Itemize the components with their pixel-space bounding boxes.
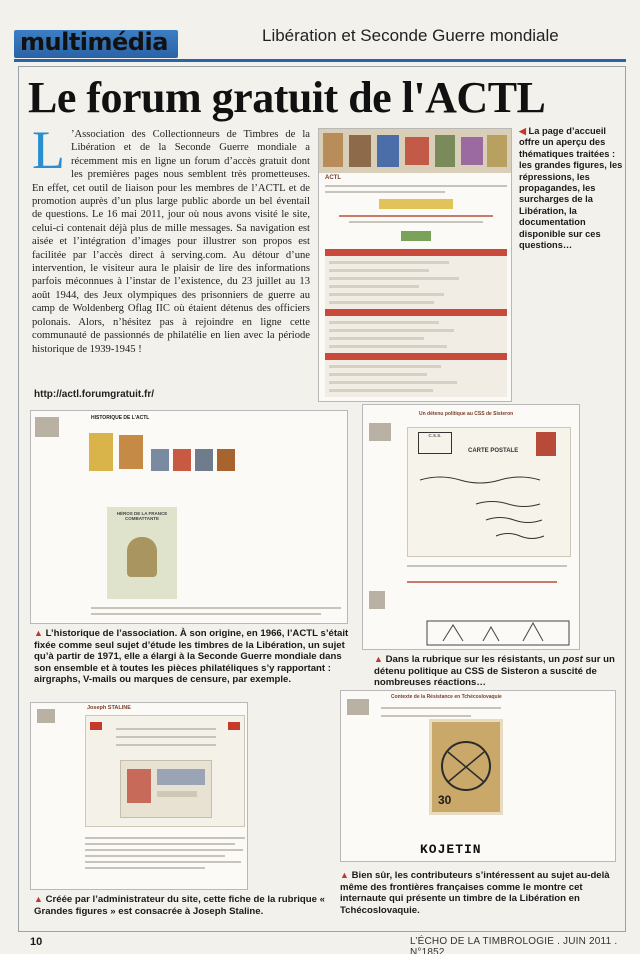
- svg-text:30: 30: [438, 793, 452, 807]
- screenshot-home: [318, 128, 512, 402]
- caption-home: ◀ La page d’accueil offre un aperçu des thématiques traitées : les grandes figures, les répressions, les propagandes, les surcharges de la Libération, la documentation disponible sur ces questions…: [519, 126, 623, 251]
- home-banner: [319, 129, 511, 173]
- css-stamp-mark: C.S.S.: [418, 432, 452, 454]
- home-logo-strip: [379, 199, 453, 209]
- caption-staline: ▲ Créée par l’administrateur du site, cette fiche de la rubrique « Grandes figures » est consacrée à Joseph Staline.: [34, 894, 325, 917]
- screenshot-history: [30, 410, 348, 624]
- dropcap: L: [32, 120, 65, 180]
- section-title: Libération et Seconde Guerre mondiale: [262, 26, 559, 45]
- resistant-avatar: [369, 423, 391, 441]
- page-number: 10: [30, 936, 43, 948]
- caption-marker-icon: ▲: [374, 654, 383, 664]
- staline-avatar: [37, 709, 55, 723]
- kojetin-avatar: [347, 699, 369, 715]
- home-badge: [401, 231, 431, 241]
- staline-title: Joseph STALINE: [87, 705, 131, 711]
- resistants-title: Un détenu politique au CSS de Sisteron: [419, 411, 514, 417]
- history-avatar: [35, 417, 59, 437]
- section-tag: [14, 30, 178, 58]
- caption-history: ▲ L’historique de l’association. À son origine, en 1966, l’ACTL s’était fixée comme seul sujet d’étude les timbres de la Libération, un sujet qu’à partir de 1971, elle a élargi à la Seconde Guerre mondiale dans son ensemble et à toutes les pièces philatéliques s’y rapportant : airgraphs, V-mails ou marques de censure, par exemple.: [34, 628, 349, 686]
- headline: Le forum gratuit de l'ACTL: [28, 73, 546, 122]
- caption-marker-icon: ◀: [519, 126, 526, 136]
- history-stamps: [89, 429, 239, 475]
- section-header: [0, 22, 640, 62]
- history-title: HISTORIQUE DE L'ACTL: [91, 415, 150, 421]
- caption-resistants: ▲ Dans la rubrique sur les résistants, un post sur un détenu politique au CSS de Sisteron a suscité de nombreuses réactions…: [374, 654, 615, 689]
- screenshot-kojetin: [340, 690, 616, 862]
- caption-kojetin: ▲ Bien sûr, les contributeurs s’intéressent au sujet au-delà même des frontières françaises comme le montre cet internaute qui présente un timbre de la Libération en Tchécoslovaquie.: [340, 870, 610, 916]
- staline-album-page: [85, 715, 245, 827]
- magazine-credit: L’ÉCHO DE LA TIMBROLOGIE . JUIN 2011 . N°1852: [410, 936, 618, 954]
- history-book-cover: HÉROS DE LA FRANCE COMBATTANTE: [107, 507, 177, 599]
- flag-icon: [228, 722, 240, 730]
- intro-body: ’Association des Collectionneurs de Timbres de la Libération et de la Seconde Guerre mondiale a récemment mis en ligne un forum d’accès gratuit dont les premières pages nous semblent très prometteuses. En effet, cet outil de liaison pour les membres de l’ACTL et de promotion auprès d’un plus large public aborde un bel éventail de questions. Le 16 mai 2011, jour où nous avons visité le site, celui-ci contenait déjà plus de mille messages. Sa navigation est aisée et l’intégration d’images pour illustrer son propos est facilitée par l’accès direct à serving.com. Au détour d’une intervention, le visiteur aura le plaisir de lire des informations parfois méconnues à l’instar de l’existence, du 23 juillet au 13 août 1944, des Jeux olympiques des prisonniers de guerre au camp de Woldenberg Oflag IIC où étaient détenus des officiers polonais. Alors, n’hésitez pas à rejoindre en ligne cette communauté de passionnés de philatélie en lien avec la période historique de 1939-1945 !: [32, 129, 310, 355]
- kojetin-label: KOJETIN: [420, 842, 482, 857]
- forum-url[interactable]: http://actl.forumgratuit.fr/: [34, 389, 154, 400]
- stamps-banner-image: [319, 129, 512, 173]
- stamp-overprint: [432, 722, 500, 812]
- caption-marker-icon: ▲: [34, 894, 43, 904]
- section-label: multimédia: [20, 28, 168, 56]
- header-rule: [14, 59, 626, 62]
- intro-text: [32, 120, 310, 356]
- kojetin-title: Contexte de la Résistance en Tchécoslovaquie: [391, 694, 502, 700]
- forum-rows: [325, 249, 507, 397]
- home-forum-list: [325, 249, 507, 397]
- caption-marker-icon: ▲: [340, 870, 349, 880]
- screenshot-resistants: [362, 404, 580, 650]
- caption-marker-icon: ▲: [34, 628, 43, 638]
- postcard-stamp: [536, 432, 556, 456]
- screenshot-staline: [30, 702, 248, 890]
- reply-avatar: [369, 591, 385, 609]
- cartoon-image: [423, 611, 573, 647]
- cover-envelope: [120, 760, 212, 818]
- postcard-image: C.S.S. CARTE POSTALE: [407, 427, 571, 557]
- flag-icon: [90, 722, 102, 730]
- kojetin-stamp: [429, 719, 503, 815]
- handwriting: [416, 464, 564, 554]
- home-banner-title: ACTL: [325, 175, 341, 181]
- portrait-image: [127, 537, 157, 577]
